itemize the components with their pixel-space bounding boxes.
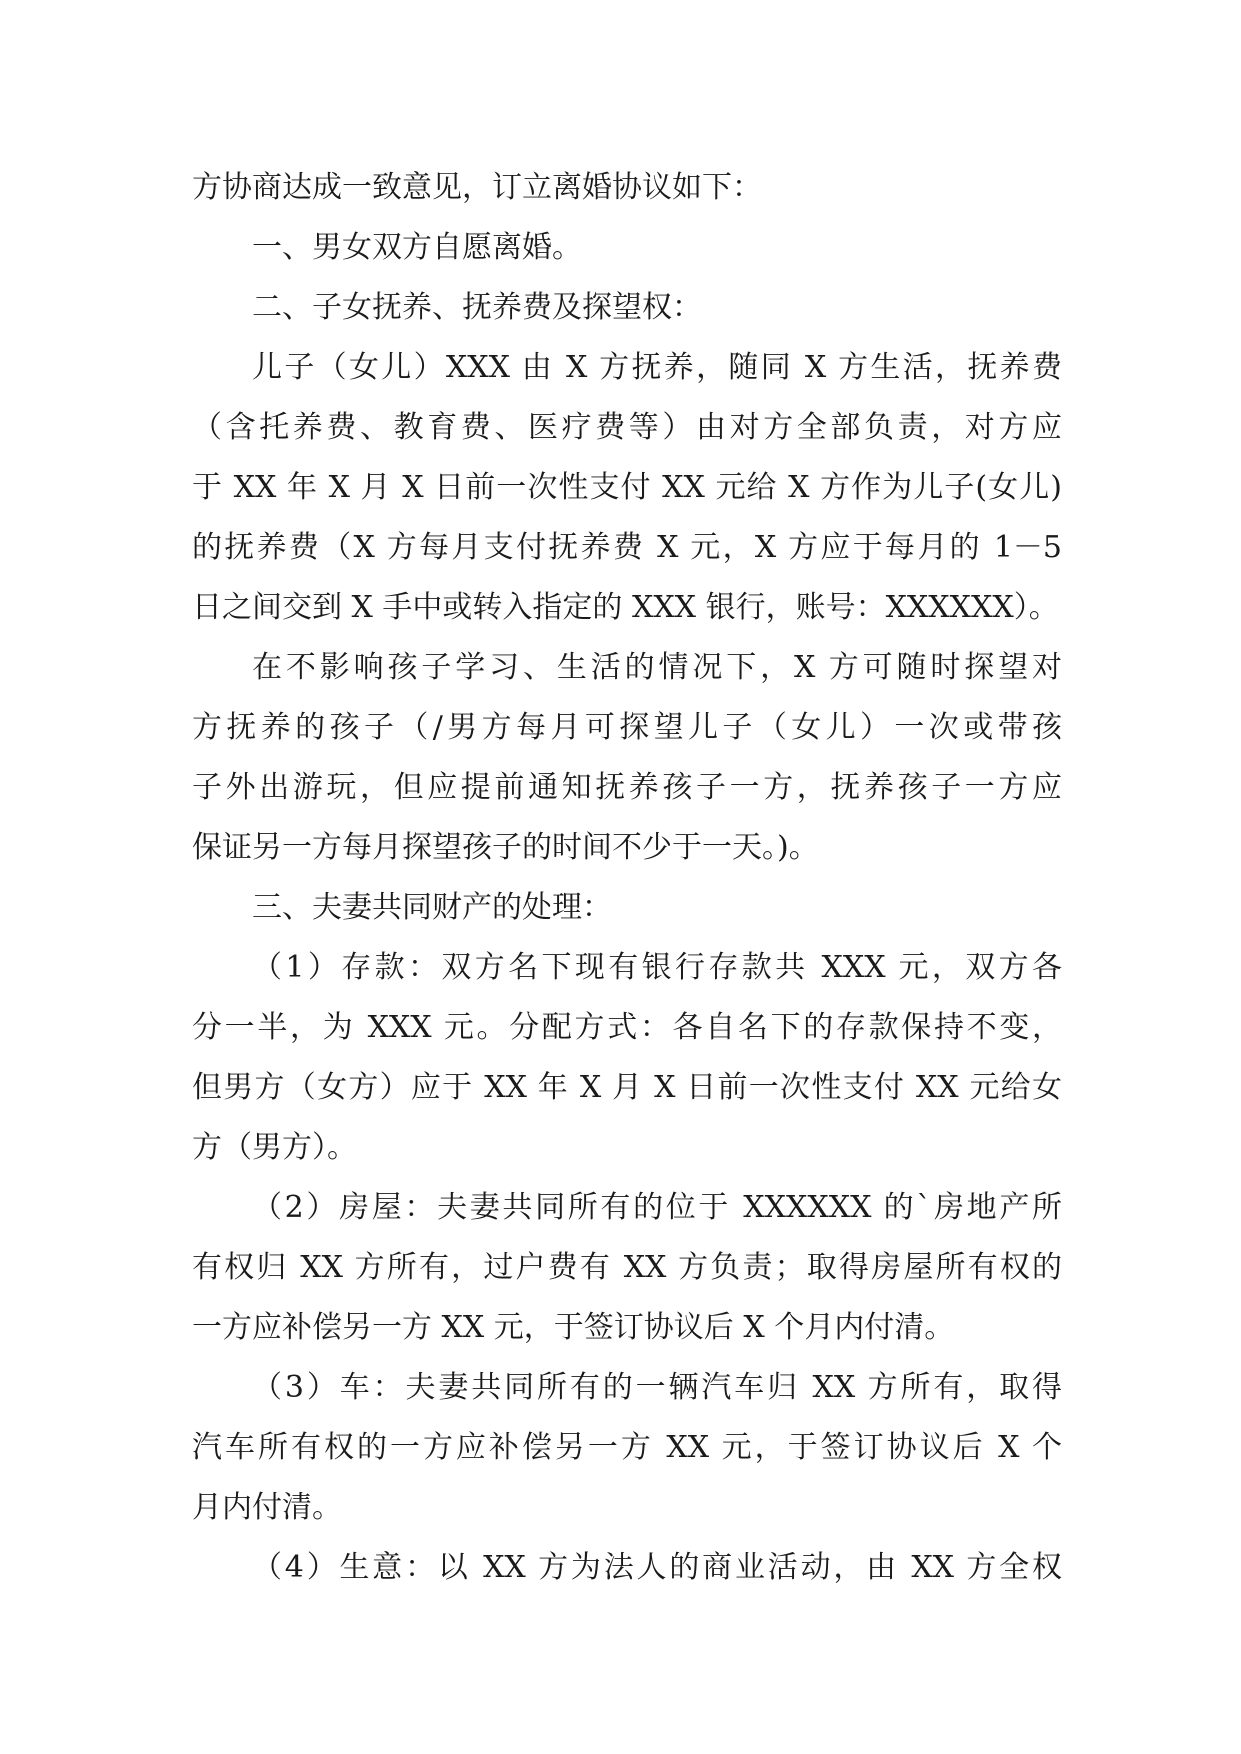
text-line: 月内付清。 [192, 1490, 342, 1525]
text-line: 汽车所有权的一方应补偿另一方 XX 元，于签订协议后 X 个 [192, 1430, 1062, 1465]
text-line: 分一半，为 XXX 元。分配方式：各自名下的存款保持不变， [192, 1010, 1062, 1045]
text-line: 一方应补偿另一方 XX 元，于签订协议后 X 个月内付清。 [192, 1310, 955, 1345]
text-line: 子外出游玩，但应提前通知抚养孩子一方，抚养孩子一方应 [192, 770, 1062, 805]
text-line: 有权归 XX 方所有，过户费有 XX 方负责；取得房屋所有权的 [192, 1250, 1062, 1285]
text-line: 保证另一方每月探望孩子的时间不少于一天。)。 [192, 830, 819, 865]
text-line: 儿子（女儿）XXX 由 X 方抚养，随同 X 方生活，抚养费 [252, 350, 1062, 385]
text-line: （2）房屋：夫妻共同所有的位于 XXXXXX 的`房地产所 [252, 1190, 1062, 1225]
text-line: （4）生意：以 XX 方为法人的商业活动，由 XX 方全权 [252, 1550, 1062, 1585]
text-line: 方抚养的孩子（/男方每月可探望儿子（女儿）一次或带孩 [192, 710, 1062, 745]
text-line: （3）车：夫妻共同所有的一辆汽车归 XX 方所有，取得 [252, 1370, 1062, 1405]
text-line: 日之间交到 X 手中或转入指定的 XXX 银行，账号：XXXXXX）。 [192, 590, 1059, 625]
text-line: 的抚养费（X 方每月支付抚养费 X 元，X 方应于每月的 1－5 [192, 530, 1062, 565]
clause-heading: 二、子女抚养、抚养费及探望权： [252, 290, 702, 325]
clause-heading: 一、男女双方自愿离婚。 [252, 230, 582, 265]
document-body [192, 158, 1062, 1598]
text-line: 在不影响孩子学习、生活的情况下，X 方可随时探望对 [252, 650, 1062, 685]
clause-heading: 三、夫妻共同财产的处理： [252, 890, 612, 925]
text-line: （1）存款：双方名下现有银行存款共 XXX 元，双方各 [252, 950, 1062, 985]
text-line: 方（男方）。 [192, 1130, 357, 1165]
text-line: （含托养费、教育费、医疗费等）由对方全部负责，对方应 [192, 410, 1062, 445]
text-line: 但男方（女方）应于 XX 年 X 月 X 日前一次性支付 XX 元给女 [192, 1070, 1062, 1105]
text-line: 于 XX 年 X 月 X 日前一次性支付 XX 元给 X 方作为儿子(女儿) [192, 470, 1062, 505]
text-line: 方协商达成一致意见，订立离婚协议如下： [192, 170, 762, 205]
